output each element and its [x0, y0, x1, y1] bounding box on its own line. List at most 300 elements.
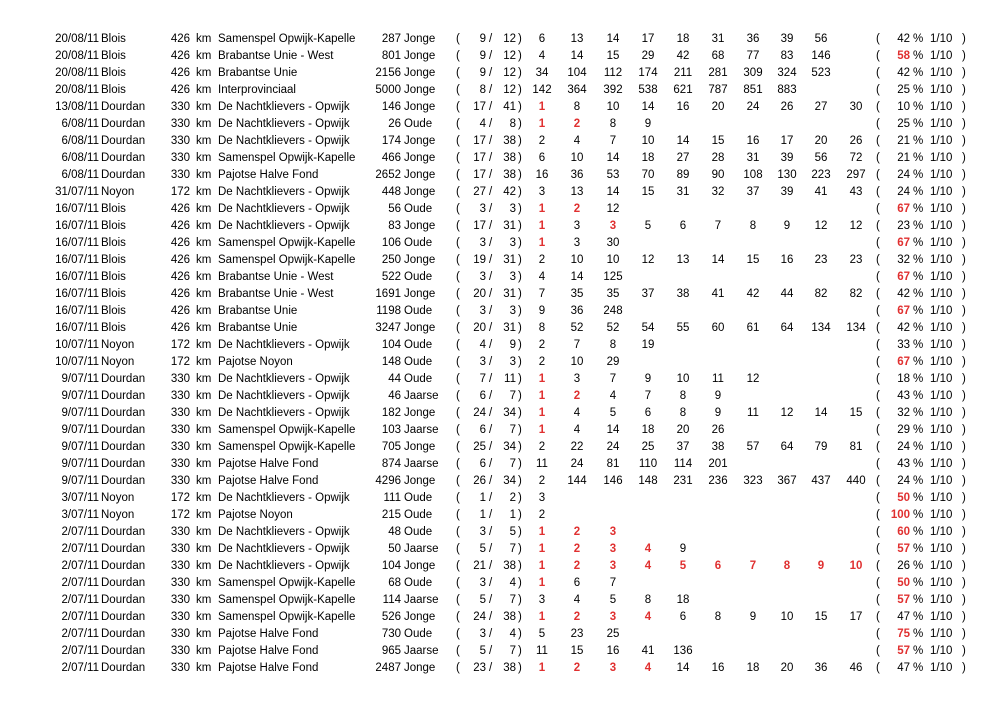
prize-position: 9 — [644, 373, 652, 385]
prize-position: 15 — [641, 186, 655, 198]
prize-fraction: 1/10 — [930, 594, 953, 606]
paren-open: ( — [876, 373, 880, 385]
prized-count: 5 — [479, 594, 486, 606]
bird-count: 182 — [381, 407, 401, 419]
percent-sign: % — [913, 50, 924, 62]
club-name: Samenspel Opwijk-Kapelle — [218, 577, 356, 589]
paren-open: ( — [876, 628, 880, 640]
flight-date: 20/08/11 — [55, 33, 99, 45]
category: Jonge — [404, 50, 436, 62]
table-row — [0, 303, 1000, 320]
paren-open: ( — [456, 220, 460, 232]
prized-count: 9 — [479, 67, 486, 79]
prize-position: 392 — [603, 84, 623, 96]
flight-date: 20/08/11 — [55, 50, 99, 62]
entered-count: 38 — [503, 611, 516, 623]
release-place: Noyon — [101, 186, 135, 198]
prize-position: 64 — [780, 441, 794, 453]
prize-position: 11 — [747, 407, 759, 419]
prize-position: 7 — [644, 390, 652, 402]
paren-open: ( — [456, 288, 460, 300]
prize-position: 146 — [603, 475, 623, 487]
prize-position: 440 — [846, 475, 866, 487]
flight-date: 16/07/11 — [55, 203, 99, 215]
category: Jonge — [404, 254, 436, 266]
prize-position: 2 — [573, 662, 581, 674]
distance: 426 — [170, 237, 190, 249]
paren-open: ( — [876, 526, 880, 538]
paren-open: ( — [456, 441, 460, 453]
prize-fraction: 1/10 — [930, 628, 953, 640]
prize-position: 15 — [746, 254, 760, 266]
flight-date: 2/07/11 — [61, 594, 99, 606]
distance: 330 — [170, 543, 190, 555]
prize-position: 81 — [606, 458, 620, 470]
distance: 330 — [170, 628, 190, 640]
prize-position: 18 — [641, 424, 655, 436]
slash: / — [489, 628, 493, 640]
prized-count: 3 — [479, 628, 486, 640]
prize-percentage: 21 — [897, 152, 910, 164]
bird-count: 5000 — [375, 84, 401, 96]
club-name: Pajotse Halve Fond — [218, 475, 319, 487]
prize-percentage: 42 — [897, 288, 910, 300]
flight-date: 9/07/11 — [61, 407, 99, 419]
paren-close: ) — [518, 50, 522, 62]
prize-position: 79 — [814, 441, 828, 453]
percent-sign: % — [913, 628, 924, 640]
release-place: Noyon — [101, 492, 135, 504]
prize-fraction: 1/10 — [930, 407, 953, 419]
prize-position: 22 — [570, 441, 584, 453]
prize-position: 9 — [714, 390, 722, 402]
paren-close: ) — [962, 356, 966, 368]
prize-percentage: 58 — [897, 50, 910, 62]
prize-position: 8 — [749, 220, 757, 232]
prize-position: 19 — [641, 339, 655, 351]
flight-date: 16/07/11 — [55, 271, 99, 283]
flight-date: 9/07/11 — [61, 424, 99, 436]
paren-open: ( — [456, 645, 460, 657]
table-row — [0, 133, 1000, 150]
prized-count: 4 — [479, 118, 486, 130]
category: Jonge — [404, 169, 436, 181]
paren-open: ( — [456, 628, 460, 640]
paren-open: ( — [456, 492, 460, 504]
table-row — [0, 116, 1000, 133]
paren-open: ( — [876, 33, 880, 45]
prize-percentage: 67 — [897, 271, 910, 283]
release-place: Dourdan — [101, 526, 146, 538]
distance-unit: km — [196, 169, 212, 181]
distance: 330 — [170, 645, 190, 657]
percent-sign: % — [913, 152, 924, 164]
prize-position: 364 — [567, 84, 587, 96]
slash: / — [489, 203, 493, 215]
flight-date: 2/07/11 — [61, 628, 99, 640]
paren-close: ) — [962, 118, 966, 130]
prize-percentage: 57 — [897, 543, 910, 555]
paren-open: ( — [876, 475, 880, 487]
percent-sign: % — [913, 509, 924, 521]
distance: 172 — [170, 186, 190, 198]
release-place: Dourdan — [101, 645, 146, 657]
flight-date: 13/08/11 — [55, 101, 99, 113]
prize-position: 621 — [673, 84, 693, 96]
table-row — [0, 150, 1000, 167]
category: Oude — [404, 271, 433, 283]
prize-position: 1 — [538, 577, 546, 589]
prize-position: 4 — [573, 594, 581, 606]
prize-position: 23 — [849, 254, 863, 266]
prize-fraction: 1/10 — [930, 577, 953, 589]
prize-position: 1 — [538, 543, 546, 555]
prized-count: 3 — [479, 237, 486, 249]
prize-percentage: 26 — [897, 560, 910, 572]
category: Jonge — [404, 611, 436, 623]
distance-unit: km — [196, 509, 212, 521]
entered-count: 31 — [503, 322, 516, 334]
paren-open: ( — [876, 254, 880, 266]
prize-position: 6 — [538, 33, 546, 45]
paren-close: ) — [962, 424, 966, 436]
prize-position: 36 — [814, 662, 828, 674]
prized-count: 3 — [479, 526, 486, 538]
prize-position: 15 — [711, 135, 725, 147]
percent-sign: % — [913, 186, 924, 198]
slash: / — [489, 594, 493, 606]
prize-fraction: 1/10 — [930, 475, 953, 487]
percent-sign: % — [913, 288, 924, 300]
prize-fraction: 1/10 — [930, 356, 953, 368]
slash: / — [489, 662, 493, 674]
club-name: De Nachtklievers - Opwijk — [218, 492, 350, 504]
prize-position: 4 — [573, 135, 581, 147]
paren-open: ( — [456, 577, 460, 589]
distance-unit: km — [196, 662, 212, 674]
prize-position: 27 — [676, 152, 690, 164]
prize-fraction: 1/10 — [930, 152, 953, 164]
distance: 330 — [170, 169, 190, 181]
prize-percentage: 50 — [897, 492, 910, 504]
flight-date: 16/07/11 — [55, 220, 99, 232]
prize-fraction: 1/10 — [930, 186, 953, 198]
flight-date: 6/08/11 — [61, 152, 99, 164]
prize-position: 8 — [573, 101, 581, 113]
paren-close: ) — [962, 322, 966, 334]
release-place: Dourdan — [101, 373, 146, 385]
prize-position: 13 — [676, 254, 690, 266]
distance-unit: km — [196, 441, 212, 453]
paren-close: ) — [518, 203, 522, 215]
prize-position: 12 — [849, 220, 863, 232]
percent-sign: % — [913, 543, 924, 555]
prize-position: 3 — [609, 526, 617, 538]
prize-position: 25 — [641, 441, 655, 453]
percent-sign: % — [913, 475, 924, 487]
paren-close: ) — [962, 645, 966, 657]
table-row — [0, 558, 1000, 575]
paren-open: ( — [876, 441, 880, 453]
prize-position: 10 — [780, 611, 794, 623]
prize-position: 8 — [538, 322, 546, 334]
paren-close: ) — [962, 271, 966, 283]
prize-percentage: 24 — [897, 186, 910, 198]
prize-position: 114 — [673, 458, 693, 470]
prized-count: 1 — [479, 509, 486, 521]
club-name: Brabantse Unie — [218, 67, 298, 79]
category: Jonge — [404, 560, 436, 572]
prize-position: 20 — [780, 662, 794, 674]
prize-position: 3 — [573, 237, 581, 249]
prized-count: 17 — [473, 152, 486, 164]
percent-sign: % — [913, 560, 924, 572]
prize-position: 4 — [573, 424, 581, 436]
entered-count: 9 — [509, 339, 516, 351]
category: Jonge — [404, 152, 436, 164]
distance-unit: km — [196, 33, 212, 45]
entered-count: 4 — [509, 577, 516, 589]
prize-position: 24 — [606, 441, 620, 453]
paren-open: ( — [456, 390, 460, 402]
paren-close: ) — [962, 203, 966, 215]
prize-position: 31 — [746, 152, 760, 164]
slash: / — [489, 407, 493, 419]
prize-position: 4 — [644, 560, 652, 572]
paren-open: ( — [876, 407, 880, 419]
slash: / — [489, 475, 493, 487]
prize-position: 14 — [641, 101, 655, 113]
prize-position: 15 — [570, 645, 584, 657]
paren-close: ) — [962, 84, 966, 96]
prize-position: 29 — [606, 356, 620, 368]
flight-date: 10/07/11 — [55, 339, 99, 351]
paren-close: ) — [962, 254, 966, 266]
prized-count: 3 — [479, 271, 486, 283]
paren-close: ) — [518, 101, 522, 113]
release-place: Dourdan — [101, 407, 146, 419]
distance-unit: km — [196, 407, 212, 419]
prize-percentage: 33 — [897, 339, 910, 351]
club-name: Samenspel Opwijk-Kapelle — [218, 33, 356, 45]
slash: / — [489, 254, 493, 266]
bird-count: 148 — [381, 356, 401, 368]
prized-count: 25 — [473, 441, 486, 453]
percent-sign: % — [913, 220, 924, 232]
prize-position: 883 — [777, 84, 797, 96]
prize-position: 3 — [573, 220, 581, 232]
prize-position: 34 — [535, 67, 549, 79]
table-row — [0, 405, 1000, 422]
entered-count: 3 — [509, 356, 516, 368]
prize-position: 523 — [811, 67, 831, 79]
distance: 330 — [170, 526, 190, 538]
prize-fraction: 1/10 — [930, 237, 953, 249]
bird-count: 466 — [381, 152, 401, 164]
paren-close: ) — [518, 322, 522, 334]
prize-position: 4 — [644, 662, 652, 674]
category: Oude — [404, 118, 433, 130]
club-name: De Nachtklievers - Opwijk — [218, 101, 350, 113]
category: Oude — [404, 203, 433, 215]
club-name: Brabantse Unie — [218, 322, 298, 334]
distance: 330 — [170, 458, 190, 470]
paren-open: ( — [876, 492, 880, 504]
prize-position: 538 — [638, 84, 658, 96]
distance-unit: km — [196, 424, 212, 436]
club-name: Pajotse Noyon — [218, 356, 293, 368]
distance-unit: km — [196, 475, 212, 487]
prize-percentage: 67 — [897, 203, 910, 215]
prize-position: 2 — [538, 509, 546, 521]
category: Oude — [404, 356, 433, 368]
bird-count: 56 — [388, 203, 401, 215]
prize-position: 20 — [711, 101, 725, 113]
percent-sign: % — [913, 101, 924, 113]
distance-unit: km — [196, 152, 212, 164]
prize-position: 10 — [641, 135, 655, 147]
distance-unit: km — [196, 67, 212, 79]
entered-count: 38 — [503, 152, 516, 164]
prize-position: 9 — [817, 560, 825, 572]
paren-close: ) — [962, 441, 966, 453]
prize-fraction: 1/10 — [930, 339, 953, 351]
prize-position: 89 — [676, 169, 690, 181]
prize-position: 9 — [749, 611, 757, 623]
category: Jonge — [404, 84, 436, 96]
paren-open: ( — [876, 339, 880, 351]
prize-position: 2 — [573, 560, 581, 572]
distance: 172 — [170, 509, 190, 521]
prize-position: 38 — [711, 441, 725, 453]
prize-position: 136 — [673, 645, 693, 657]
release-place: Blois — [101, 271, 126, 283]
prize-position: 4 — [538, 271, 546, 283]
entered-count: 7 — [509, 458, 516, 470]
prize-position: 3 — [538, 492, 546, 504]
prized-count: 8 — [479, 84, 486, 96]
percent-sign: % — [913, 458, 924, 470]
prize-position: 142 — [532, 84, 552, 96]
bird-count: 48 — [388, 526, 401, 538]
paren-open: ( — [456, 203, 460, 215]
prized-count: 17 — [473, 101, 486, 113]
flight-date: 9/07/11 — [61, 458, 99, 470]
prized-count: 17 — [473, 135, 486, 147]
prize-position: 14 — [676, 662, 690, 674]
distance-unit: km — [196, 594, 212, 606]
club-name: Pajotse Halve Fond — [218, 169, 319, 181]
prize-position: 2 — [538, 135, 546, 147]
entered-count: 4 — [509, 628, 516, 640]
prize-percentage: 43 — [897, 458, 910, 470]
slash: / — [489, 577, 493, 589]
prize-position: 6 — [644, 407, 652, 419]
paren-close: ) — [518, 390, 522, 402]
paren-open: ( — [876, 271, 880, 283]
paren-close: ) — [518, 271, 522, 283]
table-row — [0, 507, 1000, 524]
release-place: Dourdan — [101, 543, 146, 555]
prize-fraction: 1/10 — [930, 84, 953, 96]
prize-position: 134 — [846, 322, 866, 334]
club-name: Samenspel Opwijk-Kapelle — [218, 441, 356, 453]
distance: 426 — [170, 254, 190, 266]
paren-close: ) — [518, 577, 522, 589]
bird-count: 705 — [381, 441, 401, 453]
distance: 330 — [170, 424, 190, 436]
prize-position: 4 — [538, 50, 546, 62]
prize-position: 4 — [573, 407, 581, 419]
category: Jonge — [404, 288, 436, 300]
club-name: Pajotse Halve Fond — [218, 628, 319, 640]
paren-close: ) — [962, 288, 966, 300]
release-place: Dourdan — [101, 424, 146, 436]
category: Jonge — [404, 186, 436, 198]
paren-close: ) — [962, 50, 966, 62]
prize-position: 5 — [609, 407, 617, 419]
prize-position: 16 — [746, 135, 760, 147]
prize-position: 8 — [609, 118, 617, 130]
percent-sign: % — [913, 407, 924, 419]
paren-close: ) — [518, 135, 522, 147]
prize-fraction: 1/10 — [930, 560, 953, 572]
percent-sign: % — [913, 390, 924, 402]
flight-date: 2/07/11 — [61, 543, 99, 555]
prize-percentage: 24 — [897, 475, 910, 487]
prize-position: 1 — [538, 526, 546, 538]
prize-position: 36 — [570, 305, 584, 317]
entered-count: 38 — [503, 135, 516, 147]
prize-position: 110 — [638, 458, 658, 470]
paren-open: ( — [876, 237, 880, 249]
prize-position: 82 — [849, 288, 863, 300]
distance-unit: km — [196, 611, 212, 623]
paren-open: ( — [456, 424, 460, 436]
distance-unit: km — [196, 322, 212, 334]
prized-count: 3 — [479, 305, 486, 317]
paren-close: ) — [518, 662, 522, 674]
prized-count: 6 — [479, 390, 486, 402]
distance-unit: km — [196, 492, 212, 504]
distance-unit: km — [196, 458, 212, 470]
prize-percentage: 32 — [897, 254, 910, 266]
table-row — [0, 31, 1000, 48]
paren-close: ) — [518, 424, 522, 436]
prize-position: 6 — [573, 577, 581, 589]
prize-position: 309 — [743, 67, 763, 79]
release-place: Dourdan — [101, 135, 146, 147]
flight-date: 6/08/11 — [61, 118, 99, 130]
distance: 426 — [170, 288, 190, 300]
category: Jonge — [404, 475, 436, 487]
paren-close: ) — [518, 373, 522, 385]
prize-percentage: 18 — [897, 373, 910, 385]
paren-open: ( — [876, 543, 880, 555]
prize-percentage: 24 — [897, 441, 910, 453]
distance-unit: km — [196, 373, 212, 385]
percent-sign: % — [913, 577, 924, 589]
distance-unit: km — [196, 560, 212, 572]
slash: / — [489, 305, 493, 317]
prize-position: 4 — [644, 543, 652, 555]
distance: 330 — [170, 611, 190, 623]
paren-open: ( — [456, 373, 460, 385]
paren-close: ) — [518, 254, 522, 266]
release-place: Noyon — [101, 356, 135, 368]
paren-open: ( — [456, 356, 460, 368]
prized-count: 5 — [479, 645, 486, 657]
